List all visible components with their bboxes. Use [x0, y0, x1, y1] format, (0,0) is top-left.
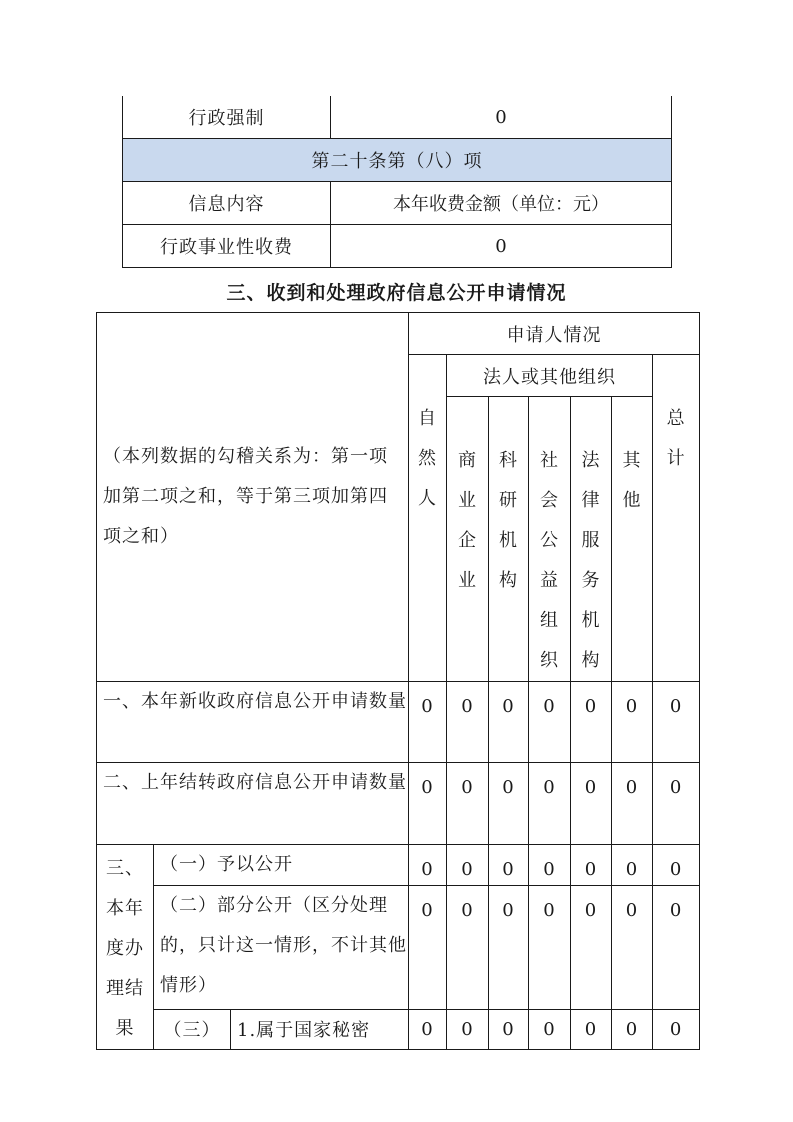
value-cell: 0 [529, 682, 571, 763]
value-cell: 0 [529, 845, 571, 886]
col-natural-person: 自 然 人 [409, 355, 447, 682]
label-cell: 信息内容 [123, 182, 331, 225]
value-cell: 0 [571, 1009, 612, 1049]
row-administrative-enforcement [123, 96, 672, 139]
value-cell: 0 [612, 886, 653, 1009]
value-cell: 0 [331, 225, 672, 268]
row-label: （二）部分公开（区分处理的，只计这一情形，不计其他情形） [154, 886, 409, 1009]
value-cell: 0 [571, 845, 612, 886]
value-cell: 0 [409, 886, 447, 1009]
value-cell: 0 [571, 886, 612, 1009]
section-header: 第二十条第（八）项 [123, 139, 672, 182]
value-cell: 0 [447, 763, 489, 845]
header-row-1 [97, 313, 700, 355]
value-cell: 0 [489, 886, 529, 1009]
value-cell: 0 [409, 763, 447, 845]
header-row [123, 182, 672, 225]
table-row [97, 845, 700, 886]
value-cell: 0 [612, 763, 653, 845]
row-administrative-fees [123, 225, 672, 268]
value-cell: 0 [409, 845, 447, 886]
table-row [97, 1009, 700, 1049]
table-row [97, 886, 700, 1009]
sub3-item: 1.属于国家秘密 [231, 1009, 409, 1049]
applicant-header: 申请人情况 [409, 313, 700, 355]
value-cell: 0 [653, 763, 700, 845]
value-cell: 0 [571, 682, 612, 763]
value-cell: 0 [447, 682, 489, 763]
value-cell: 0 [447, 1009, 489, 1049]
col-business: 商 业 企 业 [447, 397, 489, 682]
col-total: 总 计 [653, 355, 700, 682]
legal-header: 法人或其他组织 [447, 355, 653, 397]
top-table [122, 96, 672, 268]
value-cell: 0 [489, 1009, 529, 1049]
value-cell: 0 [653, 845, 700, 886]
label-cell: 行政强制 [123, 96, 331, 139]
value-cell: 0 [447, 886, 489, 1009]
col-legal: 法 律 服 务 机 构 [571, 397, 612, 682]
row-label: 一、本年新收政府信息公开申请数量 [97, 682, 409, 763]
value-cell: 0 [489, 763, 529, 845]
value-cell: 0 [331, 96, 672, 139]
value-cell: 0 [612, 845, 653, 886]
note-cell: （本列数据的勾稽关系为：第一项加第二项之和，等于第三项加第四项之和） [97, 313, 409, 682]
value-cell: 0 [409, 682, 447, 763]
value-cell: 0 [529, 1009, 571, 1049]
value-cell: 0 [489, 682, 529, 763]
value-cell: 本年收费金额（单位：元） [331, 182, 672, 225]
row-label: 二、上年结转政府信息公开申请数量 [97, 763, 409, 845]
value-cell: 0 [653, 1009, 700, 1049]
value-cell: 0 [409, 1009, 447, 1049]
col-research: 科 研 机 构 [489, 397, 529, 682]
value-cell: 0 [653, 682, 700, 763]
section3-label: 三、 本年 度办 理结 果 [97, 845, 154, 1050]
value-cell: 0 [529, 886, 571, 1009]
row-label: （一）予以公开 [154, 845, 409, 886]
value-cell: 0 [571, 763, 612, 845]
table-row [97, 763, 700, 845]
applications-table [96, 312, 700, 1050]
section-header-row [123, 139, 672, 182]
col-other: 其 他 [612, 397, 653, 682]
value-cell: 0 [612, 682, 653, 763]
table-row [97, 682, 700, 763]
value-cell: 0 [529, 763, 571, 845]
value-cell: 0 [489, 845, 529, 886]
sub3-label: （三） [154, 1009, 231, 1049]
col-social: 社 会 公 益 组 织 [529, 397, 571, 682]
label-cell: 行政事业性收费 [123, 225, 331, 268]
value-cell: 0 [612, 1009, 653, 1049]
section-title: 三、收到和处理政府信息公开申请情况 [226, 282, 567, 304]
value-cell: 0 [653, 886, 700, 1009]
value-cell: 0 [447, 845, 489, 886]
